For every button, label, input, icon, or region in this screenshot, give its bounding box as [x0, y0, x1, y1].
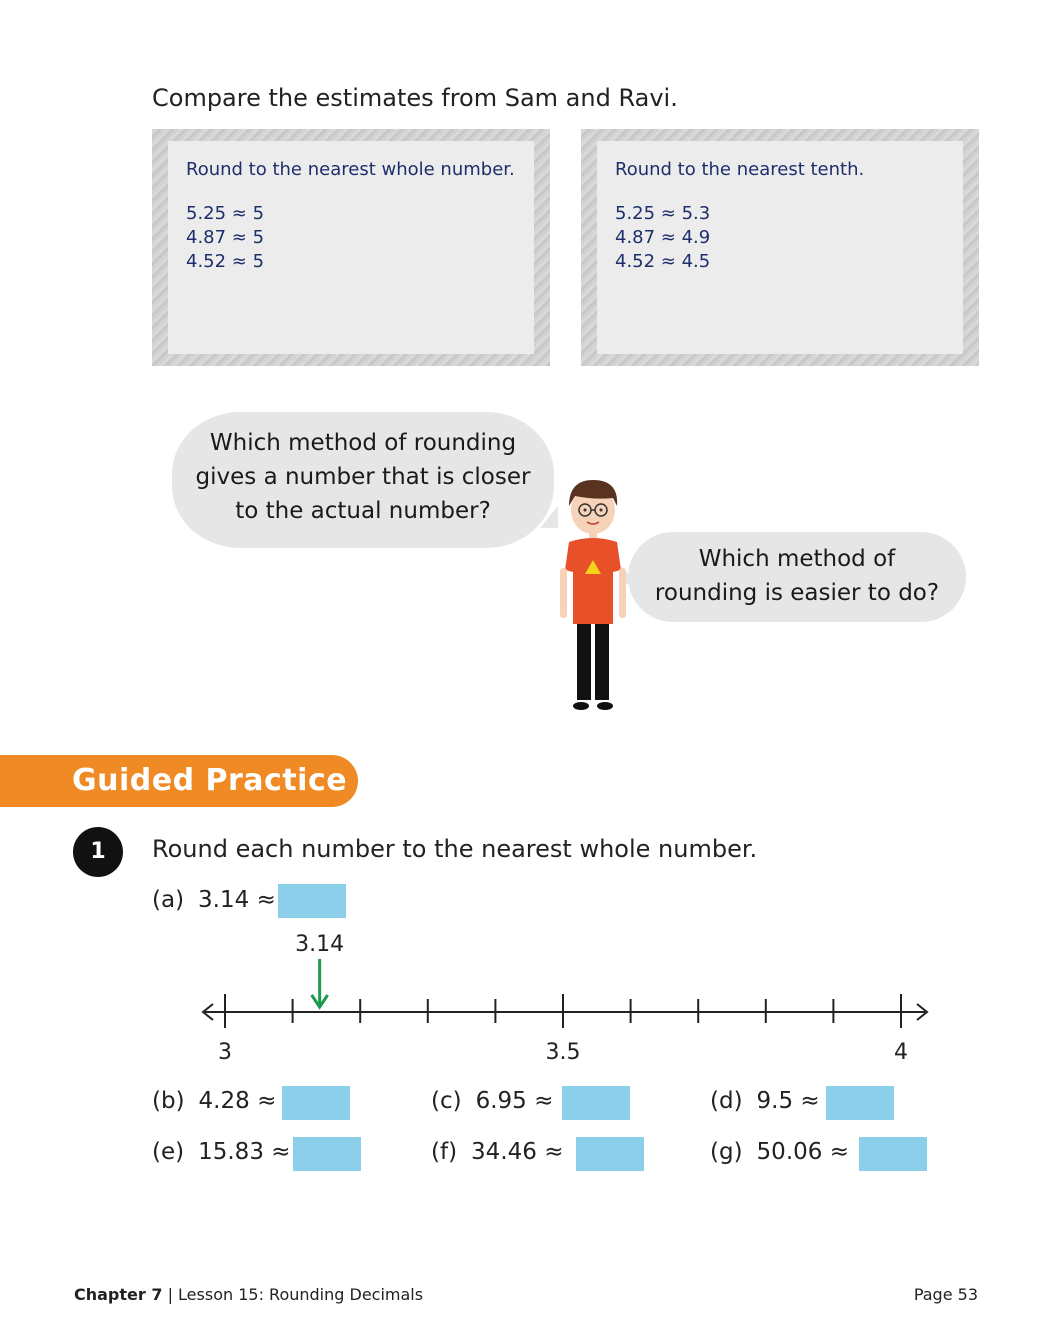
- board-heading: Round to the nearest tenth.: [615, 159, 865, 180]
- speech-bubble-closer: [172, 412, 554, 548]
- answer-box-f[interactable]: [576, 1137, 644, 1171]
- item-expression: 50.06 ≈: [756, 1139, 849, 1165]
- item-f: [431, 1139, 563, 1165]
- number-line: [195, 925, 935, 1070]
- sam-estimate-board: [152, 129, 550, 366]
- item-expression: 3.14 ≈: [198, 887, 276, 913]
- answer-box-e[interactable]: [293, 1137, 361, 1171]
- item-a: [152, 887, 276, 913]
- item-c: [431, 1088, 553, 1114]
- number-line-label: 4: [894, 1040, 908, 1065]
- board-line: 5.25 ≈ 5: [186, 203, 265, 224]
- item-e: [152, 1139, 291, 1165]
- item-label: (c): [431, 1088, 462, 1114]
- board-line: 4.52 ≈ 4.5: [615, 251, 711, 272]
- item-g: [710, 1139, 849, 1165]
- bubble-line: rounding is easier to do?: [654, 580, 940, 606]
- intro-text: Compare the estimates from Sam and Ravi.: [152, 84, 678, 112]
- item-label: (d): [710, 1088, 743, 1114]
- bubble-line: gives a number that is closer: [195, 464, 531, 490]
- section-title: Guided Practice: [72, 763, 348, 798]
- footer-page-number: Page 53: [913, 1285, 978, 1304]
- item-expression: 6.95 ≈: [475, 1088, 554, 1114]
- footer-chapter-lesson: Chapter 7 | Lesson 15: Rounding Decimals: [74, 1285, 424, 1304]
- answer-box-d[interactable]: [826, 1086, 894, 1120]
- bubble-line: Which method of: [698, 546, 896, 572]
- board-line: 4.87 ≈ 4.9: [615, 227, 711, 248]
- number-line-marker-arrow: [312, 959, 328, 1007]
- question-text: Round each number to the nearest whole number.: [152, 835, 758, 863]
- boy-character-illustration: [555, 474, 635, 714]
- number-line-label: 3: [218, 1040, 232, 1065]
- bubble-line: to the actual number?: [235, 498, 491, 524]
- item-d: [710, 1088, 820, 1114]
- number-line-label: 3.5: [545, 1040, 581, 1065]
- footer-chapter: Chapter 7: [74, 1285, 163, 1304]
- item-expression: 4.28 ≈: [198, 1088, 277, 1114]
- answer-box-g[interactable]: [859, 1137, 927, 1171]
- board-line: 5.25 ≈ 5.3: [615, 203, 711, 224]
- item-b: [152, 1088, 276, 1114]
- board-heading: Round to the nearest whole number.: [186, 159, 515, 180]
- answer-box-a[interactable]: [278, 884, 346, 918]
- ravi-estimate-board: [581, 129, 979, 366]
- number-line-marker-label: 3.14: [295, 932, 345, 957]
- bubble-line: Which method of rounding: [209, 430, 517, 456]
- item-expression: 15.83 ≈: [198, 1139, 291, 1165]
- question-number-badge: 1: [73, 827, 123, 877]
- answer-box-b[interactable]: [282, 1086, 350, 1120]
- item-label: (a): [152, 887, 185, 913]
- item-label: (e): [152, 1139, 185, 1165]
- item-expression: 9.5 ≈: [756, 1088, 820, 1114]
- footer-lesson: Lesson 15: Rounding Decimals: [178, 1285, 424, 1304]
- board-line: 4.52 ≈ 5: [186, 251, 265, 272]
- item-label: (g): [710, 1139, 743, 1165]
- item-label: (b): [152, 1088, 185, 1114]
- item-expression: 34.46 ≈: [471, 1139, 564, 1165]
- board-line: 4.87 ≈ 5: [186, 227, 265, 248]
- speech-bubble-easier: [628, 532, 966, 622]
- guided-practice-banner: [0, 755, 358, 807]
- answer-box-c[interactable]: [562, 1086, 630, 1120]
- item-label: (f): [431, 1139, 458, 1165]
